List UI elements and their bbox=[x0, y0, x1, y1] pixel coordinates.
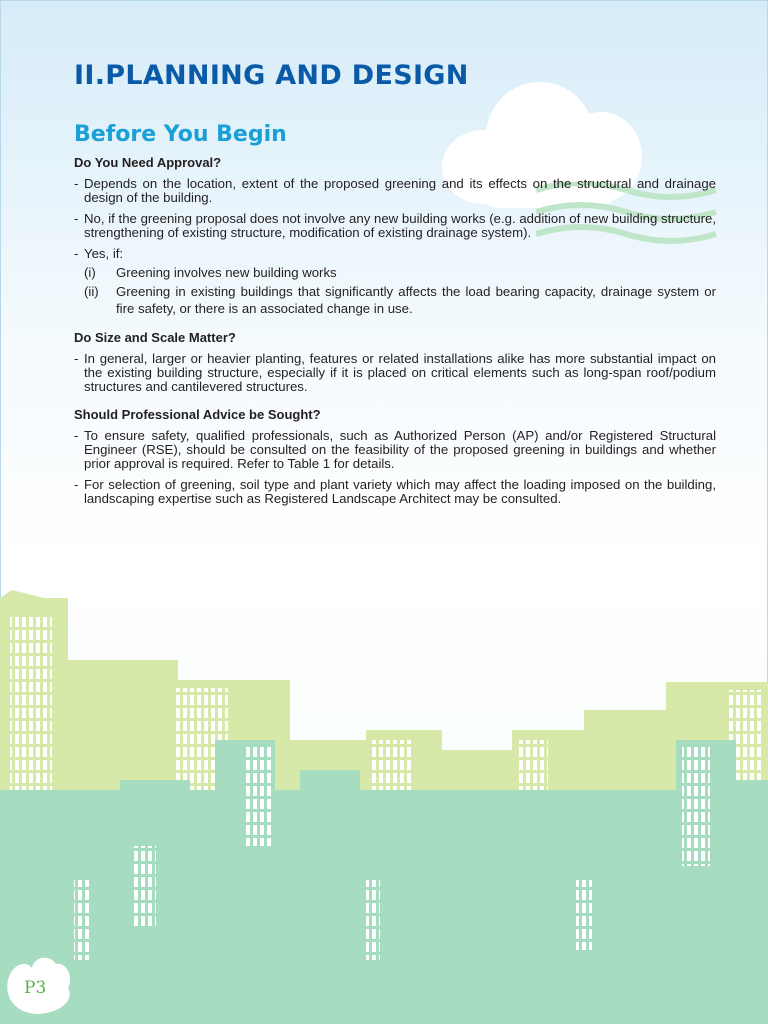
city-skyline-illustration bbox=[0, 590, 768, 1024]
bullet-item: - No, if the greening proposal does not involve any new building works (e.g. addition of new building structure, strengthening of existing structure, modification of existing drainage system). bbox=[74, 211, 716, 240]
bullet-item: - For selection of greening, soil type and plant variety which may affect the loading imposed on the building, landscaping expertise such as Registered Landscape Architect may be consulted. bbox=[74, 477, 716, 506]
bullet-item: - Yes, if: bbox=[74, 246, 124, 261]
main-content bbox=[74, 156, 716, 513]
sub-item: (i) Greening involves new building works bbox=[84, 265, 337, 280]
bullet-item: - In general, larger or heavier planting, features or related installations alike has more substantial impact on the existing building structure, especially if it is placed on critical elements such as long-span roof/podium structures and cantilevered structures. bbox=[74, 351, 716, 394]
question-heading: Do Size and Scale Matter? bbox=[74, 330, 236, 345]
question-heading: Should Professional Advice be Sought? bbox=[74, 407, 321, 422]
section-subtitle: Before You Begin bbox=[74, 122, 287, 147]
bullet-item: - To ensure safety, qualified professionals, such as Authorized Person (AP) and/or Registered Structural Engineer (RSE), should be consulted on the feasibility of the proposed greening in buildings and whether prior approval is required. Refer to Table 1 for details. bbox=[74, 428, 716, 471]
sub-item: (ii) Greening in existing buildings that significantly affects the load bearing capacity, drainage system or fire safety, or there is an associated change in use. bbox=[84, 284, 716, 316]
page-number: P3 bbox=[24, 978, 47, 998]
bullet-item: - Depends on the location, extent of the proposed greening and its effects on the structural and drainage design of the building. bbox=[74, 176, 716, 205]
page-title: II.PLANNING AND DESIGN bbox=[74, 60, 469, 91]
question-heading: Do You Need Approval? bbox=[74, 155, 222, 170]
